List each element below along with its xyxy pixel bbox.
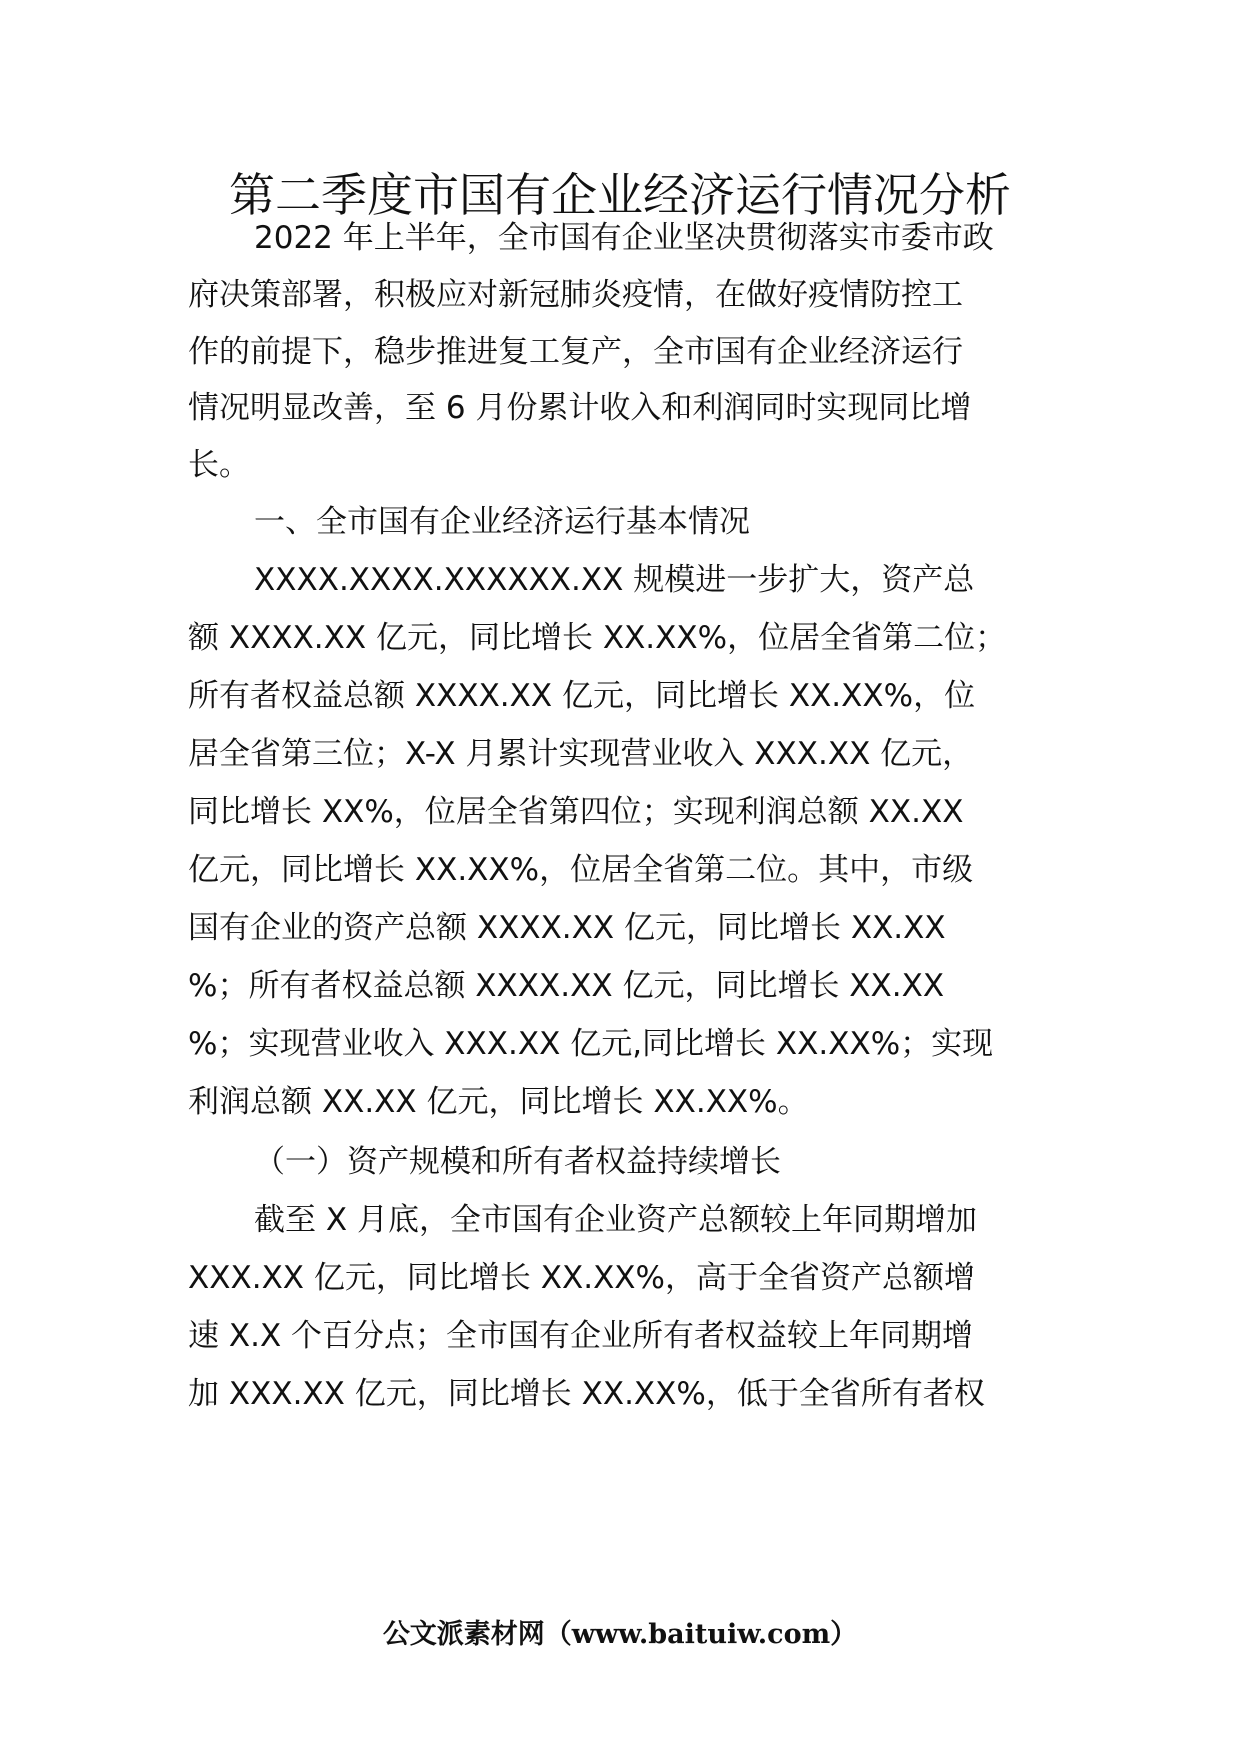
paragraph-line: 速 X.X 个百分点；全市国有企业所有者权益较上年同期增 <box>188 1318 974 1354</box>
paragraph-line: 额 XXXX.XX 亿元，同比增长 XX.XX%，位居全省第二位； <box>188 620 1007 656</box>
paragraph-line: 居全省第三位；X-X 月累计实现营业收入 XXX.XX 亿元， <box>188 736 974 772</box>
paragraph-line: 情况明显改善，至 6 月份累计收入和利润同时实现同比增 <box>188 390 972 426</box>
paragraph-line: 长。 <box>188 447 250 483</box>
paragraph-line: 亿元，同比增长 XX.XX%，位居全省第二位。其中，市级 <box>188 852 974 888</box>
paragraph-line: 府决策部署，积极应对新冠肺炎疫情，在做好疫情防控工 <box>188 277 963 313</box>
paragraph-line: XXXX.XXXX.XXXXXX.XX 规模进一步扩大，资产总 <box>254 562 975 598</box>
subsection-heading: （一）资产规模和所有者权益持续增长 <box>254 1144 781 1180</box>
paragraph-line: 同比增长 XX%，位居全省第四位；实现利润总额 XX.XX <box>188 794 964 830</box>
paragraph-line: XXX.XX 亿元，同比增长 XX.XX%，高于全省资产总额增 <box>188 1260 976 1296</box>
paragraph-line: 加 XXX.XX 亿元，同比增长 XX.XX%，低于全省所有者权 <box>188 1376 985 1412</box>
paragraph-line: 作的前提下，稳步推进复工复产，全市国有企业经济运行 <box>188 334 963 370</box>
document-title: 第二季度市国有企业经济运行情况分析 <box>229 168 1011 222</box>
paragraph-line: 利润总额 XX.XX 亿元，同比增长 XX.XX%。 <box>188 1084 809 1120</box>
footer-watermark: 公文派素材网（www.baituiw.com） <box>382 1619 858 1650</box>
paragraph-line: 所有者权益总额 XXXX.XX 亿元，同比增长 XX.XX%，位 <box>188 678 976 714</box>
section-heading: 一、全市国有企业经济运行基本情况 <box>254 504 750 540</box>
paragraph-line: 2022 年上半年，全市国有企业坚决贯彻落实市委市政 <box>254 220 994 256</box>
paragraph-line: %；实现营业收入 XXX.XX 亿元,同比增长 XX.XX%；实现 <box>188 1026 994 1062</box>
paragraph-line: %；所有者权益总额 XXXX.XX 亿元，同比增长 XX.XX <box>188 968 945 1004</box>
paragraph-line: 国有企业的资产总额 XXXX.XX 亿元，同比增长 XX.XX <box>188 910 946 946</box>
paragraph-line: 截至 X 月底，全市国有企业资产总额较上年同期增加 <box>254 1202 977 1238</box>
